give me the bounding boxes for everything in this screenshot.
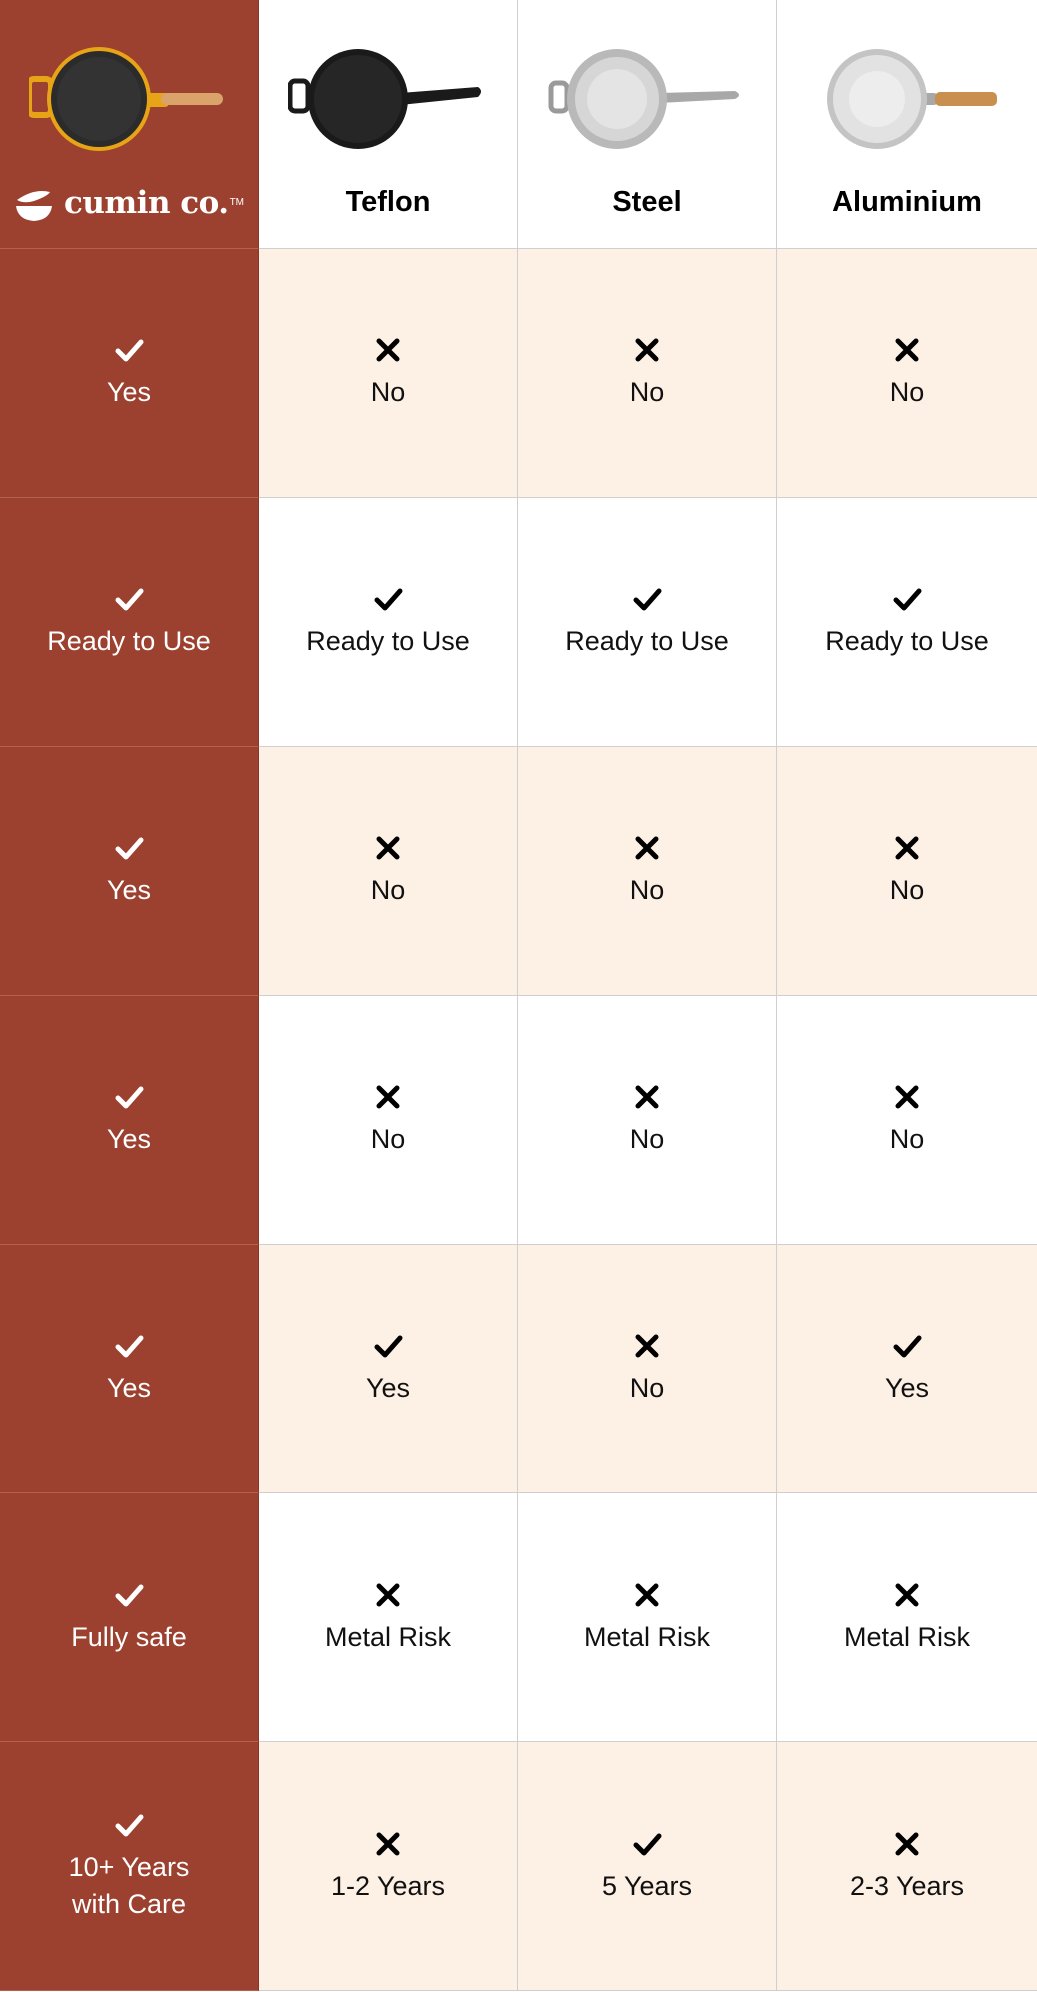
- cell-text: Yes: [106, 1123, 152, 1154]
- cell-text: Metal Risk: [324, 1621, 452, 1652]
- aluminium-cell: [777, 249, 1037, 498]
- teflon-cell: [259, 996, 518, 1245]
- cross-icon: [631, 1081, 663, 1113]
- cross-icon: [891, 832, 923, 864]
- cell-text: No: [629, 377, 665, 408]
- check-icon: [113, 1081, 145, 1113]
- cell-text: No: [629, 875, 665, 906]
- column-title-aluminium: Aluminium: [832, 186, 982, 218]
- cell-text: 2-3 Years: [849, 1870, 965, 1901]
- teflon-cell: [259, 1493, 518, 1742]
- cell-text: No: [629, 1372, 665, 1403]
- teflon-cell: [259, 747, 518, 996]
- cell-text: Yes: [106, 875, 152, 906]
- cumin-co-cell: [0, 747, 259, 996]
- check-icon: [891, 583, 923, 615]
- check-icon: [113, 334, 145, 366]
- header-steel-cell: [518, 0, 777, 249]
- cell-text: No: [889, 1123, 925, 1154]
- cell-text: No: [889, 377, 925, 408]
- cross-icon: [891, 1828, 923, 1860]
- cell-text: 5 Years: [601, 1870, 693, 1901]
- cell-text: Yes: [106, 377, 152, 408]
- teflon-cell: [259, 249, 518, 498]
- cell-text: Metal Risk: [843, 1621, 971, 1652]
- steel-pan-image: [518, 40, 776, 160]
- cross-icon: [372, 1081, 404, 1113]
- cell-text: Ready to Use: [825, 626, 989, 657]
- header-brand-cell: [0, 0, 259, 249]
- check-icon: [891, 1330, 923, 1362]
- cross-icon: [631, 1579, 663, 1611]
- check-icon: [631, 1828, 663, 1860]
- check-icon: [113, 583, 145, 615]
- aluminium-cell: [777, 498, 1037, 747]
- steel-cell: [518, 747, 777, 996]
- cell-text: 10+ Years with Care: [68, 1852, 190, 1920]
- check-icon: [113, 1330, 145, 1362]
- cumin-co-cell: [0, 1493, 259, 1742]
- aluminium-cell: [777, 1245, 1037, 1494]
- cell-text: Metal Risk: [583, 1621, 711, 1652]
- cell-text: No: [889, 875, 925, 906]
- steel-cell: [518, 498, 777, 747]
- steel-cell: [518, 1493, 777, 1742]
- cell-text: No: [370, 875, 406, 906]
- cross-icon: [631, 1330, 663, 1362]
- cumin-co-cell: [0, 1245, 259, 1494]
- cross-icon: [891, 1579, 923, 1611]
- steel-cell: [518, 249, 777, 498]
- header-aluminium-cell: [777, 0, 1037, 249]
- teflon-cell: [259, 1742, 518, 1991]
- cumin-co-cell: [0, 249, 259, 498]
- cell-text: Ready to Use: [306, 626, 470, 657]
- cell-text: Ready to Use: [565, 626, 729, 657]
- cross-icon: [891, 1081, 923, 1113]
- column-title-steel: Steel: [612, 186, 682, 218]
- check-icon: [113, 1579, 145, 1611]
- check-icon: [631, 583, 663, 615]
- check-icon: [113, 1809, 145, 1841]
- teflon-cell: [259, 1245, 518, 1494]
- check-icon: [372, 1330, 404, 1362]
- cross-icon: [631, 832, 663, 864]
- cumin-co-cell: [0, 498, 259, 747]
- aluminium-cell: [777, 747, 1037, 996]
- cell-text: No: [370, 1123, 406, 1154]
- brand-logo: [14, 182, 244, 225]
- bowl-logo-icon: [14, 184, 54, 222]
- teflon-cell: [259, 498, 518, 747]
- column-title-teflon: Teflon: [345, 186, 431, 218]
- cross-icon: [372, 832, 404, 864]
- cell-text: Yes: [365, 1372, 411, 1403]
- cell-text: Ready to Use: [47, 626, 211, 657]
- cell-text: No: [629, 1123, 665, 1154]
- steel-cell: [518, 1245, 777, 1494]
- cross-icon: [631, 334, 663, 366]
- aluminium-pan-image: [777, 40, 1037, 160]
- cross-icon: [372, 1579, 404, 1611]
- cell-text: No: [370, 377, 406, 408]
- brand-name: cumin co.: [63, 185, 229, 221]
- aluminium-cell: [777, 1742, 1037, 1991]
- cross-icon: [372, 1828, 404, 1860]
- check-icon: [113, 832, 145, 864]
- teflon-pan-image: [259, 40, 517, 160]
- aluminium-cell: [777, 996, 1037, 1245]
- steel-cell: [518, 1742, 777, 1991]
- cell-text: 1-2 Years: [330, 1870, 446, 1901]
- cell-text: Yes: [884, 1372, 930, 1403]
- cumin-co-cell: [0, 1742, 259, 1991]
- cross-icon: [891, 334, 923, 366]
- cross-icon: [372, 334, 404, 366]
- cell-text: Fully safe: [71, 1621, 187, 1652]
- cumin-co-cell: [0, 996, 259, 1245]
- steel-cell: [518, 996, 777, 1245]
- check-icon: [372, 583, 404, 615]
- header-teflon-cell: [259, 0, 518, 249]
- trademark-mark: TM: [229, 197, 245, 209]
- cell-text: Yes: [106, 1372, 152, 1403]
- aluminium-cell: [777, 1493, 1037, 1742]
- cast-iron-pan-image: [0, 40, 258, 160]
